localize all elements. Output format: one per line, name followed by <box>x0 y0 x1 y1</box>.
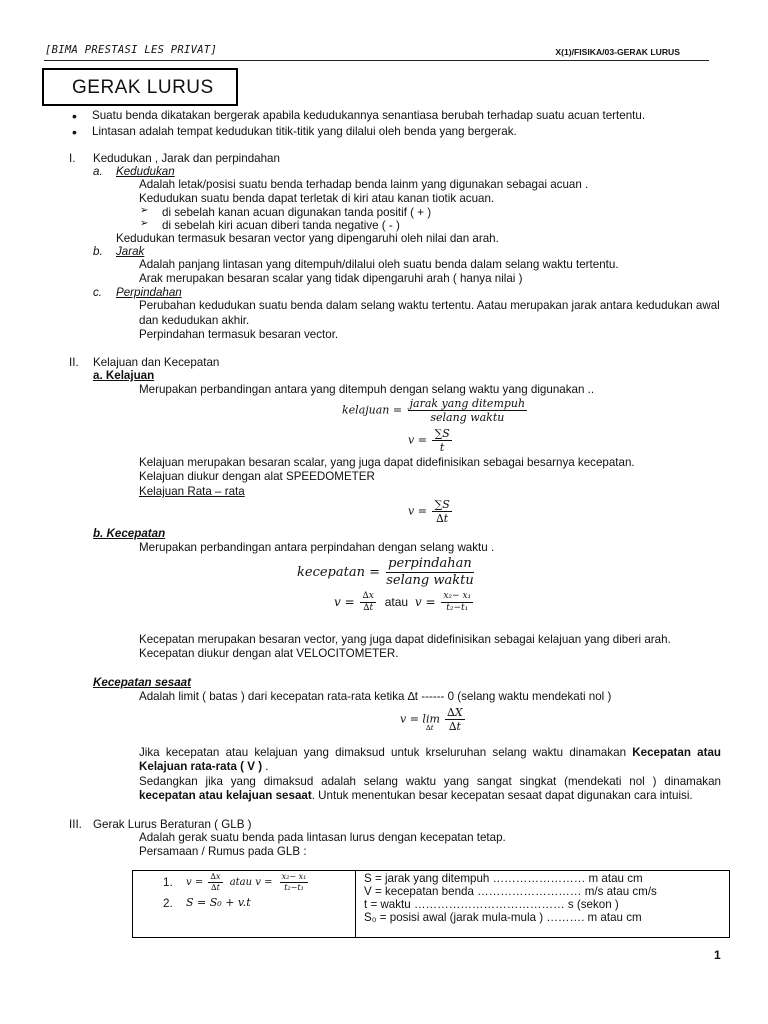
formula-limit <box>400 706 467 733</box>
text: . <box>262 760 269 773</box>
formula-lhs: v = <box>186 877 204 888</box>
formula-v-delta <box>334 591 475 614</box>
section-2-heading: Kelajuan dan Kecepatan <box>93 356 220 369</box>
fraction-numerator: ∆x <box>362 591 374 601</box>
glb-def-s: S = jarak yang ditempuh …………………… m atau cm <box>364 872 643 885</box>
fraction-numerator: ∆x <box>210 872 221 881</box>
formula-v-rata-rata <box>408 498 454 525</box>
s2-a-line-1: Merupakan perbandingan antara yang ditempuh dengan selang waktu yang digunakan .. <box>139 383 595 396</box>
s1-b-line-1: Adalah panjang lintasan yang ditempuh/dilalui oleh suatu benda dalam selang waktu tertentu. <box>139 258 619 271</box>
s2-b-line-1: Merupakan perbandingan antara perpindahan dengan selang waktu . <box>139 541 495 554</box>
s1-a-title: Kedudukan <box>116 165 175 178</box>
s1-c-label: c. <box>93 286 103 299</box>
fraction-numerator: ∑S <box>434 427 450 440</box>
formula-lhs-2: v = <box>414 595 436 609</box>
fraction-numerator: ∑S <box>434 498 450 511</box>
glb-formula-2: S = S₀ + v.t <box>186 896 251 909</box>
s2-c-paragraph-2 <box>139 775 721 803</box>
formula-v-sum-s-t <box>408 427 454 454</box>
fraction-numerator: x₂− x₁ <box>443 591 472 601</box>
intro-line-2: Lintasan adalah tempat kedudukan titik-titik yang dilalui oleh benda yang bergerak. <box>92 125 517 138</box>
arrow-bullet-icon: ➢ <box>140 205 149 216</box>
s1-a-label: a. <box>93 165 103 178</box>
text: Jika kecepatan atau kelajuan yang dimaksud untuk krseluruhan selang waktu dinamakan <box>139 746 633 759</box>
glb-def-t: t = waktu ………………………………… s (sekon ) <box>364 898 619 911</box>
section-1-heading: Kedudukan , Jarak dan perpindahan <box>93 152 280 165</box>
fraction-numerator: x₂− x₁ <box>281 872 307 881</box>
header-right: X(1)/FISIKA/03-GERAK LURUS <box>555 47 680 57</box>
text: . Untuk menentukan besar kecepatan sesaat dapat digunakan cara intuisi. <box>311 789 693 802</box>
section-1-number: I. <box>69 152 76 165</box>
section-2-number: II. <box>69 356 79 369</box>
s1-a-line-1: Adalah letak/posisi suatu benda terhadap benda lainm yang digunakan sebagai acuan . <box>139 178 589 191</box>
s1-b-title: Jarak <box>116 245 145 258</box>
s1-c-line-3: Perpindahan termasuk besaran vector. <box>139 328 339 341</box>
fraction-denominator: selang waktu <box>386 573 474 588</box>
intro-line-1: Suatu benda dikatakan bergerak apabila kedudukannya senantiasa berubah terhadap suatu acuan tertentu. <box>92 109 646 122</box>
glb-def-s0: S₀ = posisi awal (jarak mula-mula ) ………. m atau cm <box>364 911 642 924</box>
section-3-heading: Gerak Lurus Beraturan ( GLB ) <box>93 818 252 831</box>
fraction <box>208 872 222 893</box>
glb-table-divider <box>355 870 356 937</box>
formula-lhs: kelajuan = <box>342 403 403 417</box>
s2-a-line-3: Kelajuan diukur dengan alat SPEEDOMETER <box>139 470 375 483</box>
s2-c-paragraph-1 <box>139 746 721 774</box>
header-rule <box>44 60 709 61</box>
bold-text: Kecepatan atau <box>632 746 721 759</box>
section-3-number: III. <box>69 818 82 831</box>
fraction <box>432 427 451 454</box>
fraction <box>441 591 473 614</box>
glb-def-v: V = kecepatan benda ……………………… m/s atau cm/s <box>364 885 657 898</box>
glb-item-2-number: 2. <box>163 897 173 910</box>
s2-b-title: b. Kecepatan <box>93 527 166 540</box>
s1-a-bullet-2: di sebelah kiri acuan diberi tanda negative ( - ) <box>162 219 400 232</box>
bold-text: kecepatan atau kelajuan sesaat <box>139 789 312 802</box>
glb-formula-1 <box>186 872 310 893</box>
fraction-numerator: ∆X <box>447 706 463 719</box>
fraction-denominator: ∆t <box>448 720 461 733</box>
fraction-numerator: jarak yang ditempuh <box>409 397 526 410</box>
fraction-numerator: perpindahan <box>388 556 472 571</box>
fraction-denominator: t₂−t₁ <box>284 883 304 892</box>
formula-atau: atau <box>384 595 409 609</box>
page-title: GERAK LURUS <box>72 77 214 98</box>
fraction <box>432 498 451 525</box>
formula-atau: atau v = <box>229 877 273 888</box>
formula-lhs: v = <box>334 595 355 609</box>
fraction <box>445 706 465 733</box>
s1-b-label: b. <box>93 245 103 258</box>
text: Sedangkan jika yang dimaksud adalah selang waktu yang sangat singkat (mendekati nol ) dinamakan <box>139 775 721 788</box>
fraction-denominator: selang waktu <box>430 411 505 424</box>
arrow-bullet-icon: ➢ <box>140 218 149 229</box>
fraction <box>386 556 474 589</box>
s2-a-line-2: Kelajuan merupakan besaran scalar, yang juga dapat didefinisikan sebagai besarnya kecepatan. <box>139 456 635 469</box>
fraction-denominator: ∆t <box>211 883 220 892</box>
bullet-dot: • <box>72 108 77 124</box>
s1-a-line-3: Kedudukan termasuk besaran vector yang dipengaruhi oleh nilai dan arah. <box>116 232 499 245</box>
s2-a-line-4: Kelajuan Rata – rata <box>139 485 245 498</box>
fraction-denominator: ∆t <box>436 512 449 525</box>
formula-lhs: v = <box>408 433 427 447</box>
fraction-denominator: t <box>439 441 445 454</box>
formula-lhs: v = <box>408 504 427 518</box>
s1-a-line-2: Kedudukan suatu benda dapat terletak di kiri atau kanan tiotik acuan. <box>139 192 495 205</box>
fraction-denominator: ∆t <box>363 603 374 613</box>
bold-text: Kelajuan rata-rata ( V ) <box>139 760 263 773</box>
s1-c-line-2: dan kedudukan akhir. <box>139 314 250 327</box>
s2-a-title: a. Kelajuan <box>93 369 155 382</box>
limit-subscript: ∆t <box>425 723 434 732</box>
s2-c-title: Kecepatan sesaat <box>93 676 191 689</box>
formula-kelajuan <box>342 397 529 424</box>
s3-line-2: Persamaan / Rumus pada GLB : <box>139 845 307 858</box>
s2-b-line-3: Kecepatan diukur dengan alat VELOCITOMETER. <box>139 647 399 660</box>
fraction <box>408 397 527 424</box>
formula-lhs: kecepatan = <box>297 565 380 580</box>
header-left: [BIMA PRESTASI LES PRIVAT] <box>45 44 218 56</box>
fraction <box>360 591 375 614</box>
s1-b-line-2: Arak merupakan besaran scalar yang tidak dipengaruhi arah ( hanya nilai ) <box>139 272 523 285</box>
s2-c-line-1: Adalah limit ( batas ) dari kecepatan rata-rata ketika ∆t ------ 0 (selang waktu mendekati nol ) <box>139 690 612 703</box>
s1-a-bullet-1: di sebelah kanan acuan digunakan tanda positif ( + ) <box>162 206 432 219</box>
formula-kecepatan <box>297 556 476 589</box>
fraction <box>280 872 309 893</box>
fraction-denominator: t₂−t₁ <box>446 603 469 613</box>
glb-item-1-number: 1. <box>163 876 173 889</box>
s1-c-line-1: Perubahan kedudukan suatu benda dalam selang waktu tertentu. Aatau merupakan jarak antara kedudukan awal <box>139 299 720 312</box>
s2-b-line-2: Kecepatan merupakan besaran vector, yang juga dapat didefinisikan sebagai kelajuan yang diberi arah. <box>139 633 671 646</box>
page-number: 1 <box>714 948 721 962</box>
bullet-dot: • <box>72 124 77 140</box>
s3-line-1: Adalah gerak suatu benda pada lintasan lurus dengan kecepatan tetap. <box>139 831 506 844</box>
s1-c-title: Perpindahan <box>116 286 182 299</box>
formula-lhs: v = lim <box>400 712 440 726</box>
